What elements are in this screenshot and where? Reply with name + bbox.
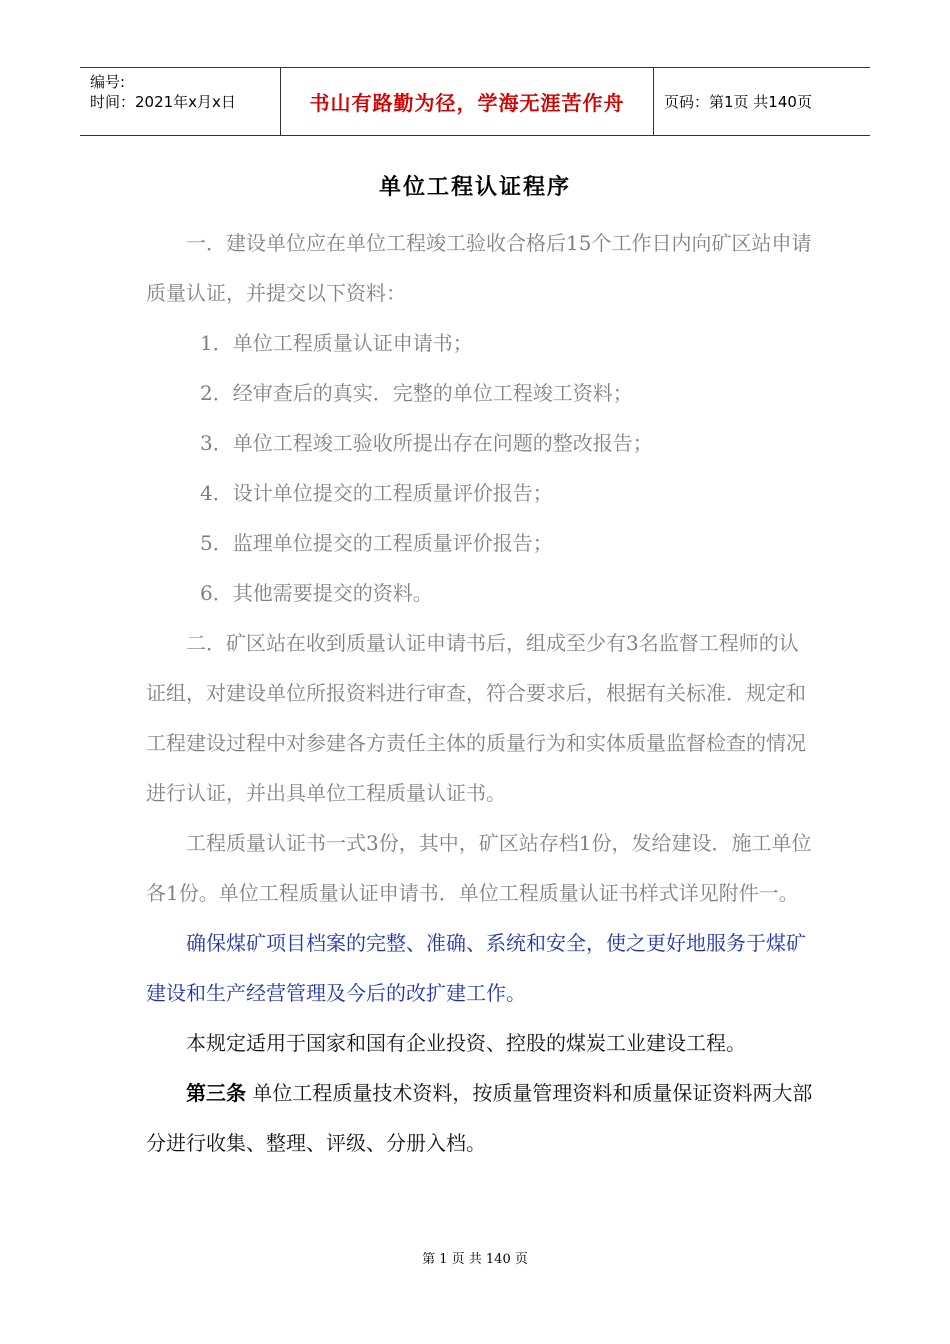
number-label: 编号: bbox=[90, 73, 126, 91]
paragraph-3: 工程质量认证书一式3份，其中，矿区站存档1份，发给建设．施工单位各1份。单位工程质量认证申请书．单位工程质量认证书样式详见附件一。 bbox=[146, 831, 812, 905]
document-body bbox=[146, 218, 816, 1168]
list-item: 5．监理单位提交的工程质量评价报告； bbox=[200, 531, 553, 555]
list-item: 6．其他需要提交的资料。 bbox=[200, 581, 433, 605]
paragraph-5: 本规定适用于国家和国有企业投资、控股的煤炭工业建设工程。 bbox=[186, 1031, 746, 1055]
header-left-cell bbox=[80, 68, 280, 135]
list-item: 2．经审查后的真实．完整的单位工程竣工资料； bbox=[200, 381, 633, 405]
motto: 书山有路勤为径，学海无涯苦作舟 bbox=[280, 68, 654, 135]
paragraph-4: 确保煤矿项目档案的完整、准确、系统和安全，使之更好地服务于煤矿建设和生产经营管理及今后的改扩建工作。 bbox=[146, 931, 806, 1005]
article-label: 第三条 bbox=[186, 1081, 246, 1105]
list-item: 4．设计单位提交的工程质量评价报告； bbox=[200, 481, 553, 505]
time-label: 时间：2021年x月x日 bbox=[90, 93, 236, 111]
article-text: 单位工程质量技术资料，按质量管理资料和质量保证资料两大部分进行收集、整理、评级、分册入档。 bbox=[146, 1081, 813, 1155]
paragraph-2: 二．矿区站在收到质量认证申请书后，组成至少有3名监督工程师的认证组，对建设单位所报资料进行审查，符合要求后，根据有关标准．规定和工程建设过程中对参建各方责任主体的质量行为和实体质量监督检查的情况进行认证，并出具单位工程质量认证书。 bbox=[146, 631, 806, 805]
paragraph-1: 一．建设单位应在单位工程竣工验收合格后15个工作日内向矿区站申请质量认证，并提交以下资料： bbox=[146, 231, 812, 305]
header-table bbox=[80, 67, 870, 136]
page-footer: 第 1 页 共 140 页 bbox=[422, 1252, 528, 1267]
list-item: 1．单位工程质量认证申请书； bbox=[200, 331, 473, 355]
list-item: 3．单位工程竣工验收所提出存在问题的整改报告； bbox=[200, 431, 653, 455]
page-info: 页码：第1页 共140页 bbox=[664, 93, 812, 111]
document-title: 单位工程认证程序 bbox=[378, 174, 571, 200]
paragraph-6 bbox=[146, 1068, 816, 1168]
